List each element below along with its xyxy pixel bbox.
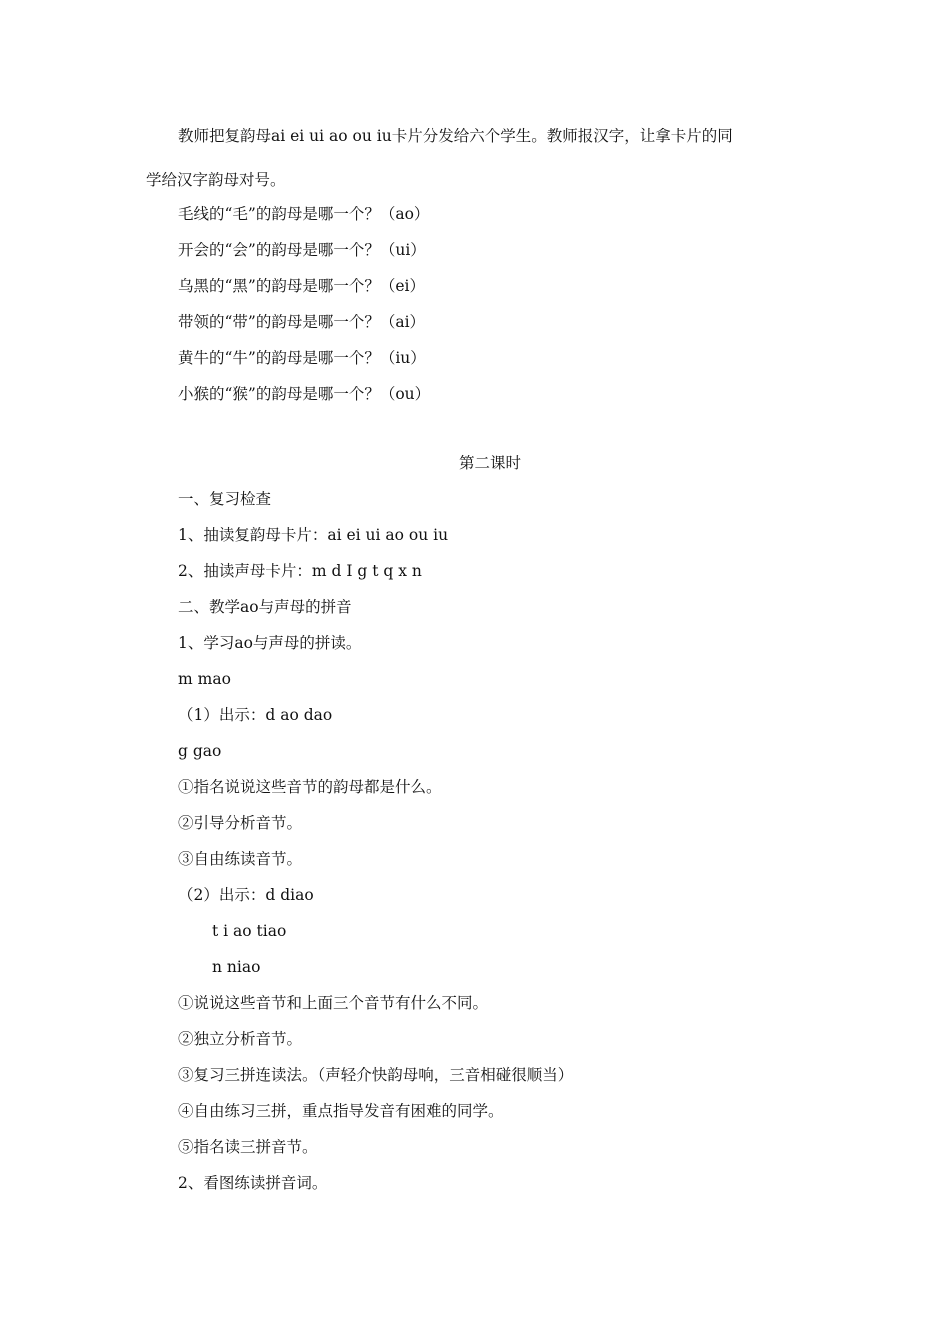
content-line: t i ao tiao xyxy=(212,922,287,940)
question-line: 黄牛的“牛”的韵母是哪一个？（iu） xyxy=(178,349,426,367)
content-line: ⑤指名读三拼音节。 xyxy=(178,1138,318,1156)
content-line: ④自由练习三拼，重点指导发音有困难的同学。 xyxy=(178,1102,504,1120)
content-line: m mao xyxy=(178,670,231,688)
content-line: n niao xyxy=(212,958,261,976)
question-line: 毛线的“毛”的韵母是哪一个？（ao） xyxy=(178,205,430,223)
content-line: 2、看图练读拼音词。 xyxy=(178,1174,328,1192)
content-line: ①说说这些音节和上面三个音节有什么不同。 xyxy=(178,994,489,1012)
question-line: 开会的“会”的韵母是哪一个？（ui） xyxy=(178,241,426,259)
content-line: ③复习三拼连读法。（声轻介快韵母响，三音相碰很顺当） xyxy=(178,1066,574,1084)
lesson-title: 第二课时 xyxy=(459,454,522,472)
question-line: 乌黑的“黑”的韵母是哪一个？（ei） xyxy=(178,277,425,295)
content-line: ③自由练读音节。 xyxy=(178,850,303,868)
content-line: 2、抽读声母卡片：m d I g t q x n xyxy=(178,562,422,580)
content-line: 1、学习ao与声母的拼读。 xyxy=(178,634,362,652)
question-line: 小猴的“猴”的韵母是哪一个？（ou） xyxy=(178,385,431,403)
content-line: （2）出示：d diao xyxy=(178,886,314,904)
content-line: ①指名说说这些音节的韵母都是什么。 xyxy=(178,778,442,796)
content-line: （1）出示：d ao dao xyxy=(178,706,333,724)
content-line: 1、抽读复韵母卡片：ai ei ui ao ou iu xyxy=(178,526,449,544)
content-line: g gao xyxy=(178,742,222,760)
section-heading-review: 一、复习检查 xyxy=(178,490,272,508)
content-line: ②独立分析音节。 xyxy=(178,1030,303,1048)
content-line: ②引导分析音节。 xyxy=(178,814,303,832)
intro-line-2: 学给汉字韵母对号。 xyxy=(146,171,286,189)
intro-line-1: 教师把复韵母ai ei ui ao ou iu卡片分发给六个学生。教师报汉字，让拿卡片的同 xyxy=(178,127,733,145)
question-line: 带领的“带”的韵母是哪一个？（ai） xyxy=(178,313,426,331)
section-heading-teaching: 二、教学ao与声母的拼音 xyxy=(178,598,352,616)
